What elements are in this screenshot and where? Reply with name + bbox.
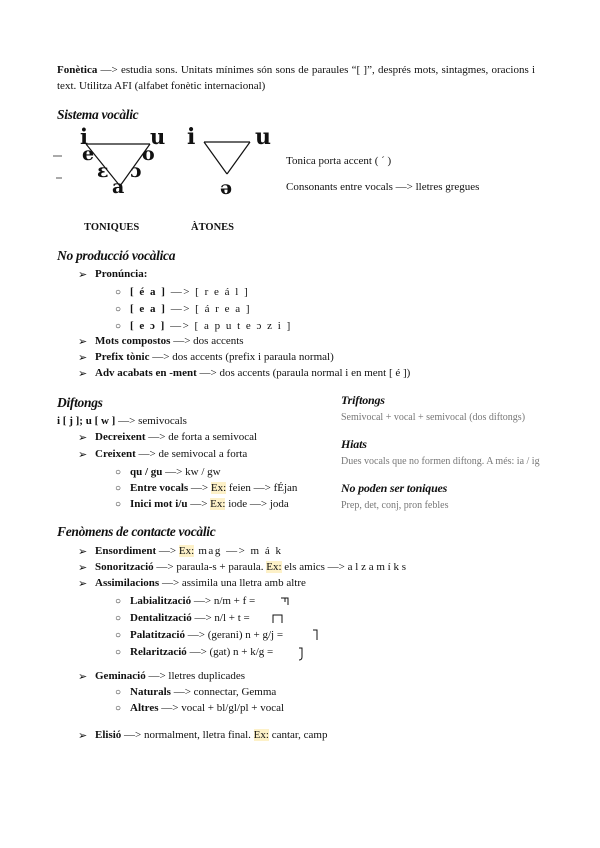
vowel-open-o: ɔ <box>130 160 142 182</box>
item-label: Prefix tònic <box>95 351 150 363</box>
velar-symbol-icon <box>298 646 306 662</box>
elisio-item <box>95 729 327 741</box>
tonic-note: Tonica porta accent ( ´ ) <box>286 155 392 167</box>
item-label: Elisió <box>95 729 122 741</box>
pron-row <box>130 320 292 332</box>
circle-bullet-icon: ○ <box>115 687 122 698</box>
sub-label: Relarització <box>130 646 187 658</box>
list-item <box>95 351 334 363</box>
creixent-item <box>95 448 247 460</box>
intro-text: —> estudia sons. Unitats mínimes són sons de paraules “[ ]”, després mots, sintagmes, oracions i text. Utilitza AFI (alfabet fonètic internacional) <box>57 64 535 92</box>
example-highlight: Ex: <box>178 545 195 557</box>
diftongs-title: Diftongs <box>57 395 103 410</box>
pron-ipa: [ e a ] <box>130 303 167 315</box>
circle-bullet-icon: ○ <box>115 304 122 315</box>
example-highlight: Ex: <box>210 482 227 494</box>
arrow-bullet-icon: ➢ <box>78 336 88 348</box>
item-example: mag —> m á k <box>194 545 283 557</box>
item-text: —> dos accents (prefix i paraula normal) <box>149 351 334 363</box>
pron-rest: —> [ r e á l ] <box>166 286 250 298</box>
consonants-note: Consonants entre vocals —> lletres gregues <box>286 181 480 193</box>
semivocals-line <box>57 415 187 427</box>
item-example: cantar, camp <box>268 729 328 741</box>
arrow-bullet-icon: ➢ <box>78 562 88 574</box>
semivocals-text: —> semivocals <box>115 415 187 427</box>
sub-example: feien —> fÉjan <box>226 482 298 494</box>
sub-label: Altres <box>130 702 159 714</box>
item-text: —> dos accents <box>170 335 244 347</box>
triftongs-title: Triftongs <box>341 393 385 407</box>
circle-bullet-icon: ○ <box>115 703 122 714</box>
item-text: —> paraula-s + paraula. <box>153 561 267 573</box>
sub-text: —> connectar, Gemma <box>170 686 277 698</box>
sub-label: Labialització <box>130 595 192 607</box>
circle-bullet-icon: ○ <box>115 613 122 624</box>
labial-symbol-icon <box>280 596 290 608</box>
sub-example: iode —> joda <box>225 498 289 510</box>
item-label: Mots compostos <box>95 335 171 347</box>
list-item <box>95 367 410 379</box>
pron-ipa: [ é a ] <box>130 286 167 298</box>
arrow-bullet-icon: ➢ <box>78 671 88 683</box>
sub-label: Entre vocals <box>130 482 189 494</box>
sub-item <box>130 595 255 607</box>
circle-bullet-icon: ○ <box>115 630 122 641</box>
sub-text: —> n/l + t = <box>191 612 250 624</box>
sub-label: Palatització <box>130 629 185 641</box>
item-text: —> dos accents (paraula normal i en ment [ é ]) <box>196 367 411 379</box>
palatal-symbol-icon <box>312 628 320 642</box>
pron-rest: —> [ a p u t e ɔ z i ] <box>165 320 292 332</box>
circle-bullet-icon: ○ <box>115 596 122 607</box>
item-label: Sonorització <box>95 561 154 573</box>
dental-symbol-icon <box>272 613 284 625</box>
sub-item <box>130 702 284 714</box>
arrow-bullet-icon: ➢ <box>78 449 88 461</box>
creixent-text: —> de semivocal a forta <box>135 448 248 460</box>
pron-row <box>130 286 249 298</box>
no-produccio-title: No producció vocàlica <box>57 248 176 263</box>
sub-label: Dentalització <box>130 612 192 624</box>
sub-text: —> (gat) n + k/g = <box>186 646 274 658</box>
atonic-vowel-i: i <box>187 124 196 150</box>
atonic-vowel-schwa: ə <box>220 177 233 199</box>
hiats-title: Hiats <box>341 437 367 451</box>
sub-text: —> (gerani) n + g/j = <box>184 629 284 641</box>
sub-item <box>130 612 250 624</box>
sub-item <box>130 686 276 698</box>
item-text: —> lletres duplicades <box>145 670 246 682</box>
creixent-label: Creixent <box>95 448 136 460</box>
intro-paragraph <box>57 62 535 94</box>
vowel-open-e: ɛ <box>97 160 109 182</box>
item-label: Assimilacions <box>95 577 160 589</box>
vowel-i: i <box>80 124 88 149</box>
circle-bullet-icon: ○ <box>115 647 122 658</box>
arrow-bullet-icon: ➢ <box>78 432 88 444</box>
circle-bullet-icon: ○ <box>115 467 122 478</box>
item-example: els amics —> a l z a m í k s <box>281 561 406 573</box>
example-highlight: Ex: <box>210 498 226 510</box>
sistema-title: Sistema vocàlic <box>57 107 139 122</box>
vowel-a: a <box>112 176 125 198</box>
item-text: —> <box>156 545 179 557</box>
ensordiment-item <box>95 545 282 557</box>
sub-text: —> <box>187 498 211 510</box>
sub-text: —> vocal + bl/gl/pl + vocal <box>158 702 285 714</box>
contacte-title: Fenòmens de contacte vocàlic <box>57 524 216 539</box>
intro-label: Fonètica <box>57 64 98 76</box>
circle-bullet-icon: ○ <box>115 499 122 510</box>
sub-item <box>130 646 273 658</box>
sub-text: —> <box>188 482 211 494</box>
arrow-bullet-icon: ➢ <box>78 546 88 558</box>
pron-row <box>130 303 251 315</box>
sub-label: Naturals <box>130 686 171 698</box>
decreixent-label: Decreixent <box>95 431 146 443</box>
sub-item <box>130 629 283 641</box>
circle-bullet-icon: ○ <box>115 483 122 494</box>
assimilacions-item <box>95 577 306 589</box>
hiats-text: Dues vocals que no formen diftong. A més: ia / ig <box>341 456 540 467</box>
arrow-bullet-icon: ➢ <box>78 269 88 281</box>
triftongs-text: Semivocal + vocal + semivocal (dos diftongs) <box>341 412 526 423</box>
item-label: Ensordiment <box>95 545 157 557</box>
decreixent-text: —> de forta a semivocal <box>145 431 258 443</box>
geminacio-item <box>95 670 245 682</box>
sub-label: qu / gu <box>130 466 163 478</box>
semivocals-bold: i [ j ]; u [ w ] <box>57 415 116 427</box>
sub-text: —> kw / gw <box>162 466 221 478</box>
circle-bullet-icon: ○ <box>115 321 122 332</box>
example-highlight: Ex: <box>266 561 282 573</box>
item-text: —> normalment, lletra final. <box>121 729 254 741</box>
atonic-label: ÀTONES <box>191 222 234 233</box>
vowel-u: u <box>150 124 166 149</box>
atonic-vowel-u: u <box>255 124 271 150</box>
pron-rest: —> [ á r e a ] <box>166 303 252 315</box>
item-label: Geminació <box>95 670 146 682</box>
circle-bullet-icon: ○ <box>115 287 122 298</box>
tonic-label: TONIQUES <box>84 222 140 233</box>
sub-item <box>130 466 221 478</box>
sub-text: —> n/m + f = <box>191 595 256 607</box>
arrow-bullet-icon: ➢ <box>78 730 88 742</box>
no-tonic-text: Prep, det, conj, pron febles <box>341 500 449 511</box>
sonoritzacio-item <box>95 561 406 573</box>
no-tonic-title: No poden ser toniques <box>341 481 448 495</box>
item-text: —> assimila una lletra amb altre <box>159 577 306 589</box>
vowel-e: e <box>82 143 95 165</box>
arrow-bullet-icon: ➢ <box>78 578 88 590</box>
item-label: Adv acabats en -ment <box>95 367 197 379</box>
pron-ipa: [ e ɔ ] <box>130 320 166 332</box>
vowel-o: o <box>142 143 155 165</box>
arrow-bullet-icon: ➢ <box>78 368 88 380</box>
example-highlight: Ex: <box>253 729 269 741</box>
sub-item <box>130 482 297 494</box>
arrow-bullet-icon: ➢ <box>78 352 88 364</box>
decreixent-item <box>95 431 257 443</box>
sub-item <box>130 498 289 510</box>
pronuncia-label: Pronúncia: <box>95 268 148 280</box>
list-item <box>95 335 244 347</box>
sub-label: Inici mot i/u <box>130 498 188 510</box>
